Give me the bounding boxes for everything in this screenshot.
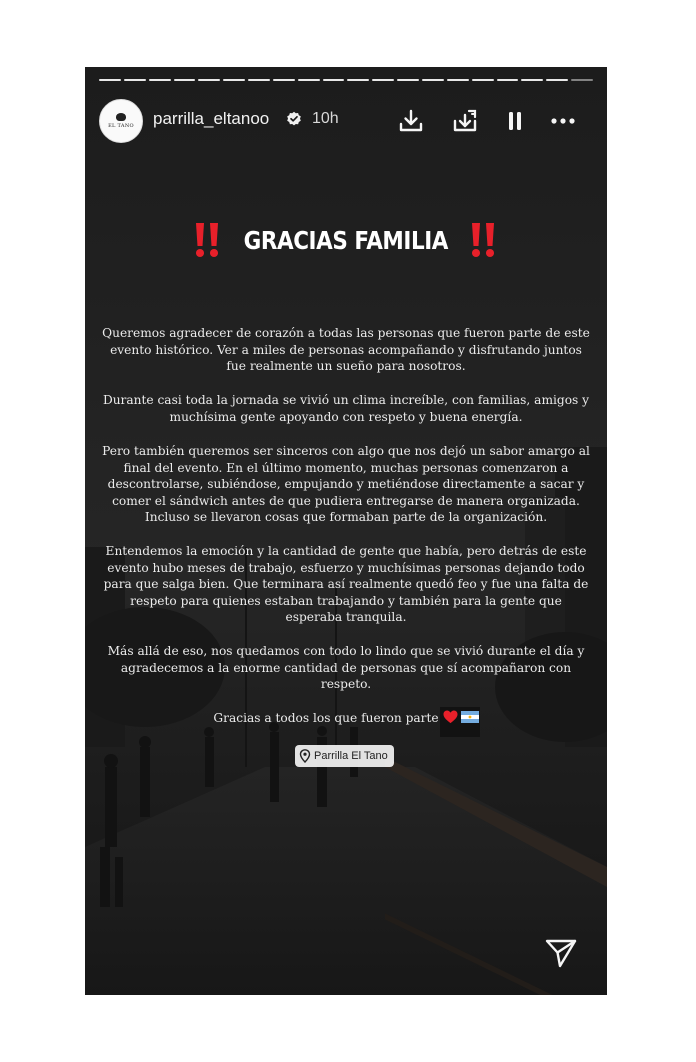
double-exclamation-emoji	[193, 220, 223, 260]
background-photo	[85, 67, 607, 995]
red-heart-emoji	[443, 710, 458, 724]
progress-segment	[149, 79, 171, 81]
progress-segment	[372, 79, 394, 81]
pause-button[interactable]	[501, 107, 529, 135]
progress-segment	[99, 79, 121, 81]
progress-segment	[174, 79, 196, 81]
progress-segment	[298, 79, 320, 81]
progress-segment	[323, 79, 345, 81]
paragraph-2: Durante casi toda la jornada se vivió un clima increíble, con familias, amigos y muchísima gente apoyando con respeto y buena energía.	[102, 393, 590, 424]
save-icon	[451, 107, 479, 135]
title-text: GRACIAS FAMILIA	[243, 225, 449, 255]
double-exclamation-emoji	[469, 220, 499, 260]
progress-segment	[497, 79, 519, 81]
verified-badge-icon	[286, 111, 302, 127]
avatar-logo-text: EL TANO	[108, 123, 134, 129]
progress-segment	[273, 79, 295, 81]
closing-line	[101, 710, 591, 727]
paragraph-1: Queremos agradecer de corazón a todas las personas que fueron parte de este evento histórico. Ver a miles de personas acompañando y disfrutando juntos fue realmente un sueño para nosotros.	[102, 326, 590, 374]
progress-segment	[472, 79, 494, 81]
story-title	[85, 220, 607, 260]
paragraph-4: Entendemos la emoción y la cantidad de gente que había, pero detrás de este evento hubo meses de trabajo, esfuerzo y muchísimas personas dejando todo para que salga bien. Que terminara así realmente quedó feo y fue una falta de respeto para quienes estaban trabajando y también para la gente que esperaba tranquila.	[103, 544, 589, 625]
pause-icon	[501, 107, 529, 135]
post-time: 10h	[312, 110, 339, 127]
progress-segment	[521, 79, 543, 81]
progress-segment	[347, 79, 369, 81]
paragraph-5: Más allá de eso, nos quedamos con todo lo lindo que se vivió durante el día y agradecemos a la enorme cantidad de personas que sí acompañaron con respeto.	[107, 644, 585, 692]
more-options-icon	[549, 107, 577, 135]
progress-segment	[571, 79, 593, 81]
more-options-button[interactable]	[549, 107, 577, 135]
progress-segment	[546, 79, 568, 81]
username[interactable]: parrilla_eltanoo	[153, 109, 270, 128]
progress-segment	[248, 79, 270, 81]
avatar-logo-icon	[116, 113, 126, 121]
progress-segment	[397, 79, 419, 81]
argentina-flag-emoji	[461, 711, 479, 723]
location-pin-icon	[299, 749, 311, 763]
story-progress-bar	[99, 79, 593, 81]
progress-segment	[124, 79, 146, 81]
progress-segment	[198, 79, 220, 81]
download-icon	[397, 107, 425, 135]
save-button[interactable]	[451, 107, 479, 135]
progress-segment	[422, 79, 444, 81]
download-button[interactable]	[397, 107, 425, 135]
paragraph-3: Pero también queremos ser sinceros con algo que nos dejó un sabor amargo al final del evento. En el último momento, muchas personas comenzaron a descontrolarse, subiéndose, empujando y metiéndose directamente a sacar y comer el sándwich antes de que pudiera entregarse de manera organizada. Incluso se llevaron cosas que formaban parte de la organización.	[102, 444, 590, 525]
story-header	[99, 99, 593, 143]
avatar[interactable]	[99, 99, 143, 143]
location-sticker[interactable]	[295, 745, 394, 767]
location-label: Parrilla El Tano	[314, 750, 388, 762]
progress-segment	[447, 79, 469, 81]
story-viewer[interactable]	[85, 67, 607, 995]
send-icon[interactable]	[543, 935, 579, 971]
progress-segment	[223, 79, 245, 81]
closing-text: Gracias a todos los que fueron parte	[213, 711, 439, 725]
